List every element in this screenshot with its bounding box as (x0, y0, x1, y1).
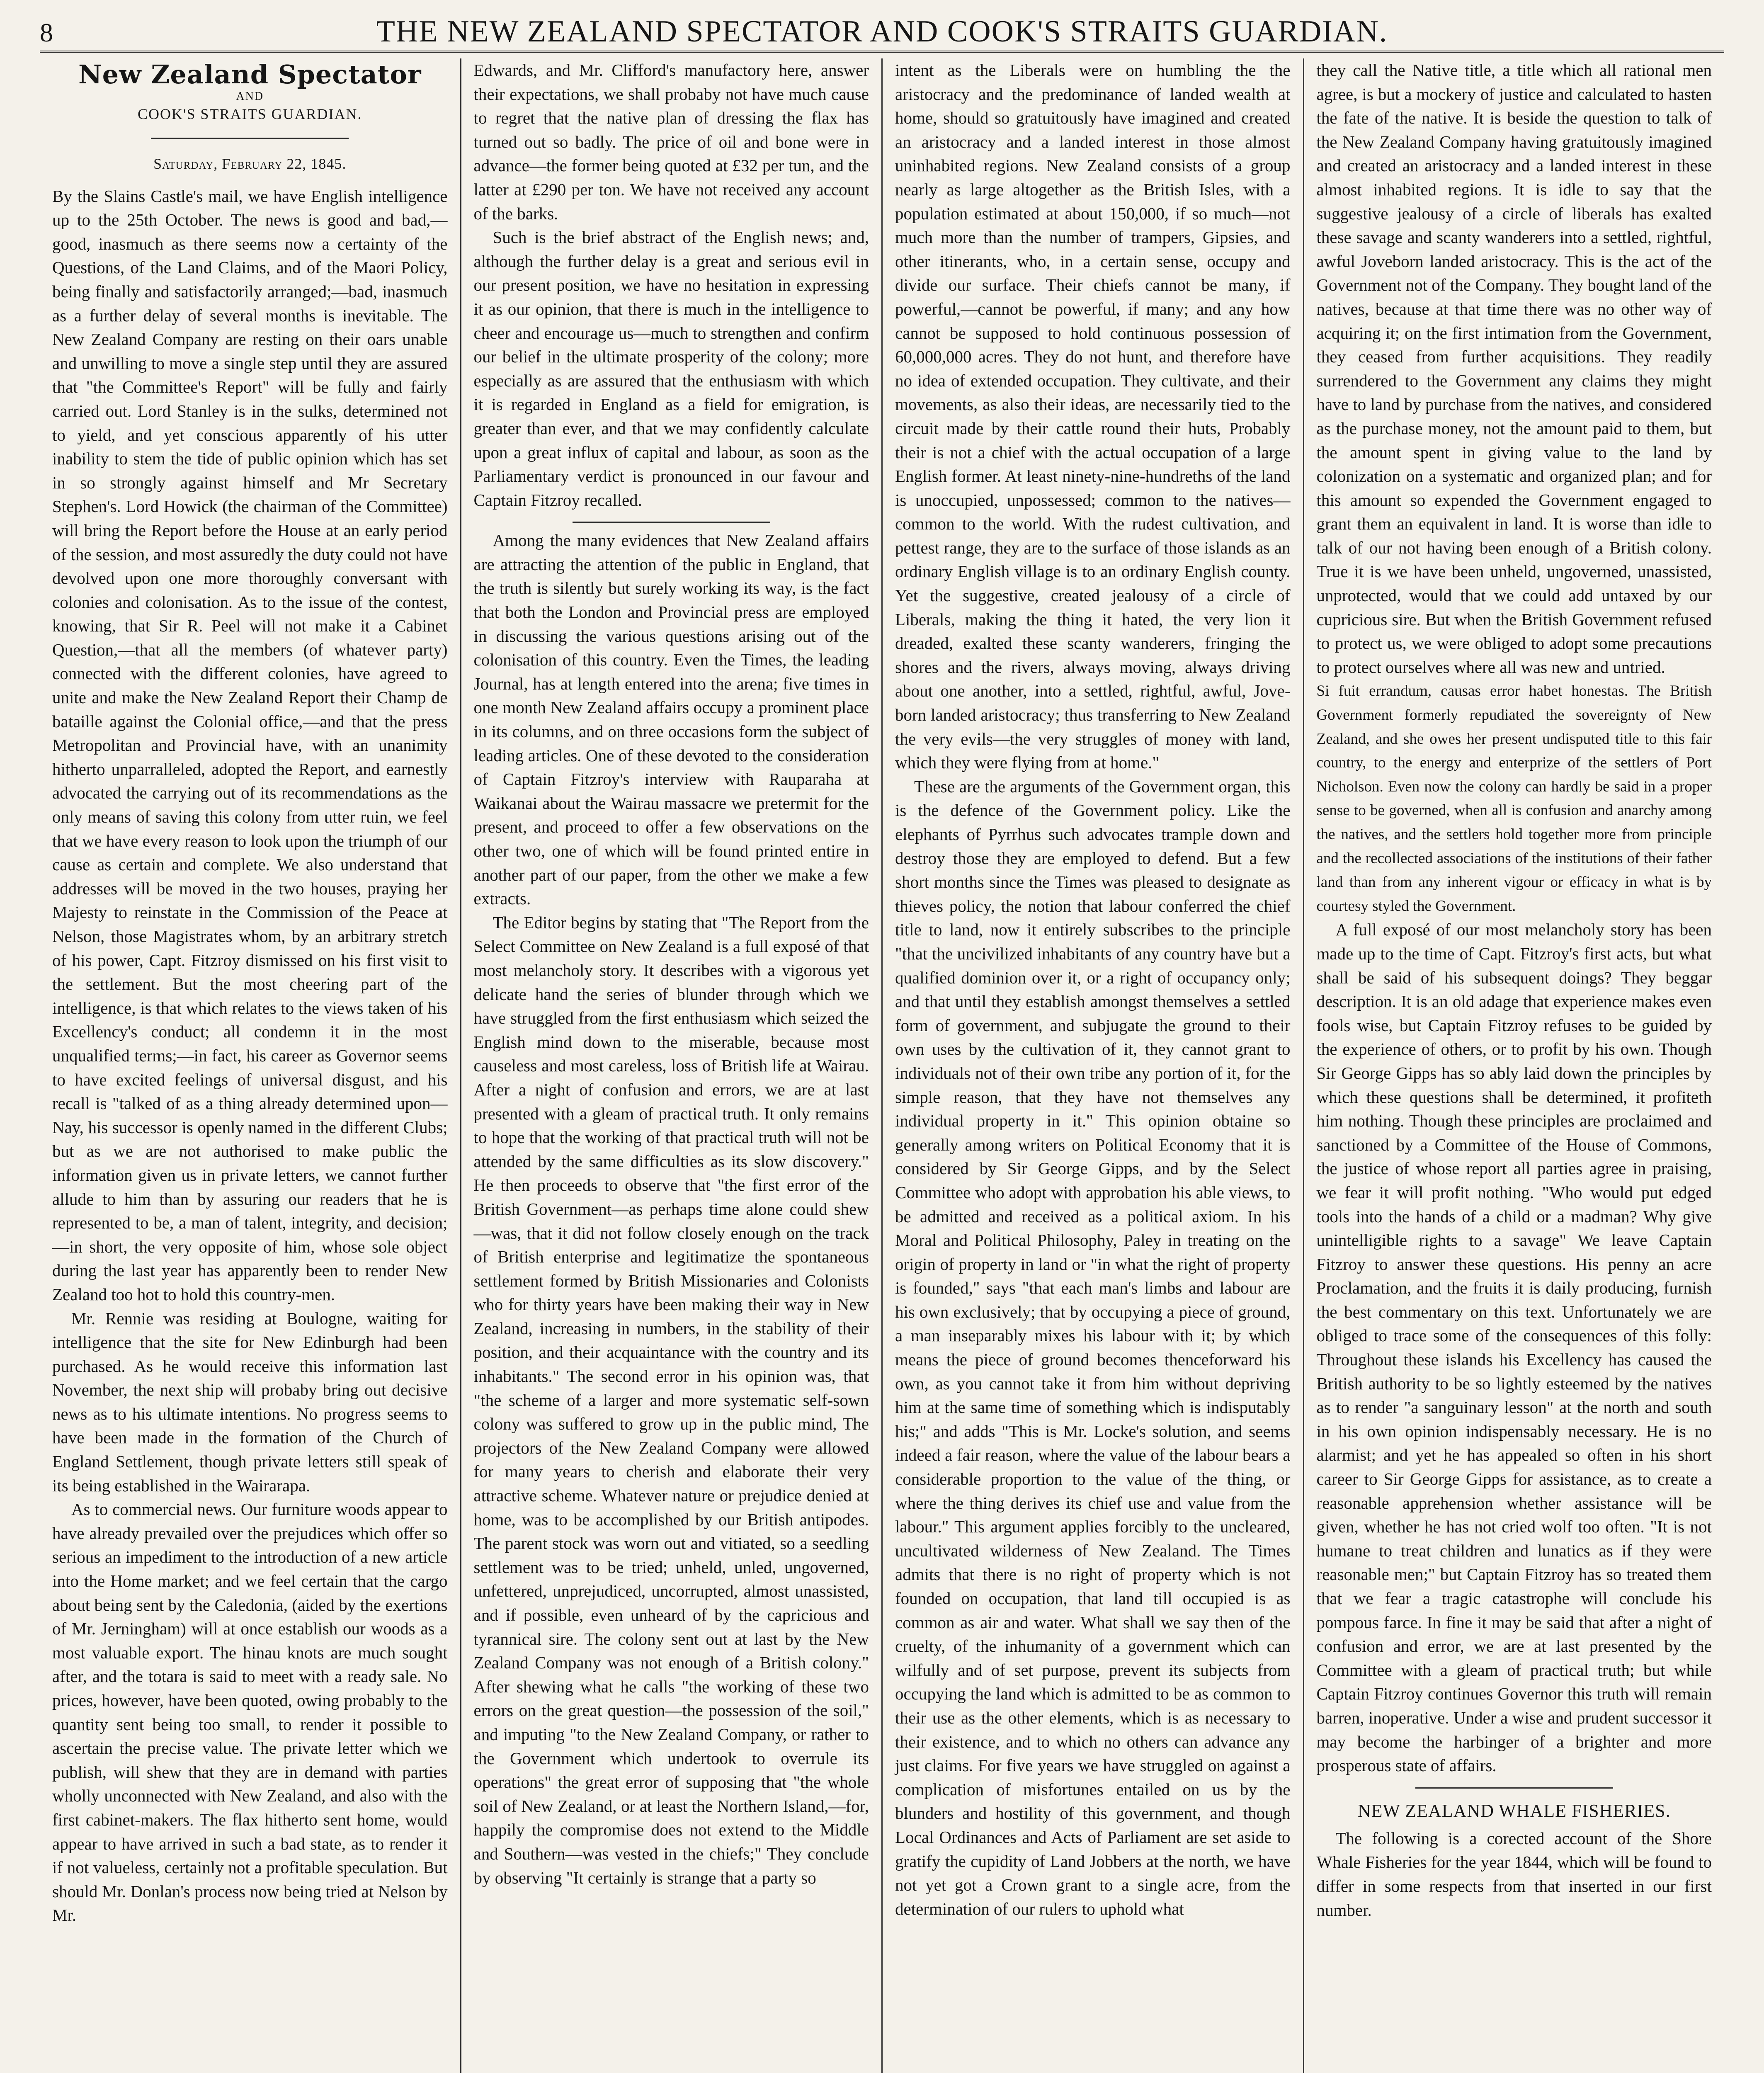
paragraph: Si fuit errandum, causas error habet honestas. The British Government formerly repudiated the sovereignty of New Zealand, and she owes her present undisputed title to this fair country, to the energy and enterprize of the settlers of Port Nicholson. Even now the colony can hardly be said in a proper sense to be governed, when all is confusion and anarchy among the natives, and the settlers hold together more from principle and the recollected associations of the institutions of their father land than from any inherent vigour or efficacy in what is by courtesy styled the Government. (1316, 682, 1712, 915)
column-1 (40, 58, 460, 2073)
page-number: 8 (40, 18, 53, 47)
rule-divider (474, 512, 869, 529)
rule-divider (52, 128, 448, 145)
paragraph: The Editor begins by stating that "The Report from the Select Committee on New Zealand is a full exposé of that most melancholy story. It describes with a vigorous yet delicate hand the series of blunder through which we have struggled from the first enthusiasm which seized the English mind down to the miserable, because most causeless and most careless, loss of British life at Wairau. After a night of confusion and errors, we are at last presented with a gleam of practical truth. It only remains to hope that the working of that practical truth will not be attended by the same difficulties as its slow discovery." He then proceeds to observe that "the first error of the British Government—as perhaps time alone could shew—was, that it did not follow closely enough on the track of British enterprise and legitimatize the spontaneous settlement formed by British Missionaries and Colonists who for thirty years have been making their way in New Zealand, increasing in numbers, in the stability of their position, and their acquaintance with the country and its inhabitants." The second error in his opinion was, that "the scheme of a larger and more systematic self-sown colony was suffered to grow up in the public mind, The projectors of the New Zealand Company were allowed for many years to cherish and elaborate their very attractive scheme. Whatever nature or prejudice denied at home, was to be accomplished by our British antipodes. The parent stock was worn out and vitiated, so a seedling settlement was to be tried; unheld, unled, ungoverned, unfettered, unprejudiced, uncorrupted, almost unassisted, and if possible, even unheard of by the capricious and tyrannical sire. The colony sent out at last by the New Zealand Company was not enough of a British colony." After shewing what he calls "the working of these two errors on the great question—the possession of the soil," and imputing "to the New Zealand Company, or rather to the Government which undertook to overrule its operations" the great error of supposing that "the whole soil of New Zealand, or at least the Northern Island,—for, happily the compromise does not extend to the Middle and Southern—was vested in the chiefs;" They conclude by observing "It certainly is strange that a party so (473, 913, 869, 1887)
paragraph: As to commercial news. Our furniture woods appear to have already prevailed over the prejudices which offer so serious an impediment to the introduction of a new article into the Home market; and we feel certain that the cargo about being sent by the Caledonia, (aided by the exertions of Mr. Jerningham) will at once establish our woods as a most valuable export. The hinau knots are much sought after, and the totara is said to meet with a ready sale. No prices, however, have been quoted, owing probably to the quantity sent being too small, to render it possible to ascertain the precise value. The private letter which we publish, will shew that they are in demand with parties wholly unconnected with New Zealand, and also with the first cabinet-makers. The flax hitherto sent home, would appear to have arrived in such a bad state, as to render it if not valueless, certainly not a profitable speculation. But should Mr. Donlan's process now being tried at Nelson by Mr. (52, 1500, 448, 1925)
nameplate-subtitle: COOK'S STRAITS GUARDIAN. (137, 106, 362, 122)
column-3 (881, 58, 1303, 2073)
rule-divider (1317, 1778, 1712, 1794)
running-head (40, 14, 1724, 53)
article-columns (40, 58, 1724, 2073)
nameplate (52, 60, 448, 124)
column-4 (1303, 58, 1725, 2073)
paragraph: intent as the Liberals were on humbling the the aristocracy and the predominance of landed wealth at home, should so gratuitously have imagined and created an aristocracy and a landed interest in those almost uninhabited regions. New Zealand consists of a group nearly as large altogether as the British Isles, with a population estimated at about 150,000, if so much—not much more than the number of trampers, Gipsies, and other itinerants, who, in a certain sense, occupy and divide our surface. Their chiefs cannot be many, if powerful,—cannot be powerful, if many; and any how cannot be supposed to hold continuous possession of 60,000,000 acres. They do not hunt, and therefore have no idea of extended occupation. They cultivate, and their movements, as also their ideas, are necessarily tied to the circuit made by their cattle round their huts, Probably their is not a chief with the actual occupation of a large English former. At least ninety-nine-hundreths of the land is unoccupied, unpossessed; common to the natives—common to the world. With the rudest cultivation, and pettest range, they are to the surface of those islands as an ordinary English village is to an ordinary English county. Yet the suggestive, created jealousy of a circle of Liberals, making the thing it hated, the very lion it dreaded, exalted these scanty wanderers, fringing the shores and the rivers, always moving, always driving about one another, into a settled, rightful, awful, Jove-born landed aristocracy; thus transferring to New Zealand the very evils—the very struggles of money with land, which they were flying from at home." (895, 61, 1291, 772)
paragraph: Such is the brief abstract of the English news; and, although the further delay is a great and serious evil in our present position, we have no hesitation in expressing it as our opinion, that there is much in the intelligence to cheer and encourage us—much to strengthen and confirm our belief in the ultimate prosperity of the colony; more especially as are assured that the enthusiasm with which it is regarded in England as a field for emigration, is greater than ever, and that we may confidently calculate upon a great influx of capital and labour, as soon as the Parliamentary verdict is pronounced in our favour and Captain Fitzroy recalled. (473, 228, 869, 510)
running-title: THE NEW ZEALAND SPECTATOR AND COOK'S STRAITS GUARDIAN. (376, 15, 1388, 49)
dateline: Saturday, February 22, 1845. (153, 155, 347, 172)
nameplate-and: AND (236, 90, 264, 103)
paragraph: Among the many evidences that New Zealand affairs are attracting the attention of the public in England, that the truth is silently but surely working its way, is the fact that both the London and Provincial press are employed in discussing the various questions arising out of the colonisation of this country. Even the Times, the leading Journal, has at length entered into the arena; five times in one month New Zealand affairs occupy a prominent place in its columns, and on three occasions form the subject of leading articles. One of these devoted to the consideration of Captain Fitzroy's interview with Rauparaha at Waikanai about the Wairau massacre we pretermit for the present, and proceed to offer a few observations on the other two, one of which will be found printed entire in another part of our paper, from the other we make a few extracts. (473, 531, 869, 908)
paragraph: A full exposé of our most melancholy story has been made up to the time of Capt. Fitzroy's first acts, but what shall be said of his subsequent doings? They beggar description. It is an old adage that experience makes even fools wise, but Captain Fitzroy refuses to be guided by the experience of others, or to profit by his own. Though Sir George Gipps has so ably laid down the principles by which these questions shall be determined, it profiteth him nothing. Though these principles are proclaimed and sanctioned by a Committee of the House of Commons, the justice of whose report all parties agree in praising, we fear it will profit nothing. "Who would put edged tools into the hands of a child or a madman? Why give unintelligible rights to a savage" We leave Captain Fitzroy to answer these questions. His penny an acre Proclamation, and the fruits it is daily producing, furnish the best commentary on this text. Unfortunately we are obliged to trace some of the consequences of this folly: Throughout these islands his Excellency has caused the British authority to be so lightly esteemed by the natives as to render "a sanguinary lesson" at the north and south in his own opinion indispensably necessary. He is no alarmist; and yet he has appealed so often in his short career to Sir George Gipps for assistance, as to create a reasonable apprehension whether assistance will be given, whether he has not cried wolf too often. "It is not humane to treat children and lunatics as if they were reasonable men;" but Captain Fitzroy has so treated them that we fear a tragic catastrophe will conclude his pompous farce. In fine it may be said that after a night of confusion and error, we are at last presented by the Committee with a gleam of practical truth; but while Captain Fitzroy continues Governor this truth will remain barren, inoperative. Under a wise and prudent successor it may become the harbinger of a brighter and more prosperous state of affairs. (1316, 920, 1712, 1775)
paragraph: they call the Native title, a title which all rational men agree, is but a mockery of justice and calculated to hasten the fate of the native. It is beside the question to talk of the New Zealand Company having gratuitously imagined and created an aristocracy and a landed interest in these almost inhabited regions. It is idle to say that the suggestive jealousy of a circle of liberals has exalted these savage and scanty wanderers into a settled, rightful, awful Joveborn landed aristocracy. This is the act of the Government not of the Company. They bought land of the natives, because at that time there was no other way of acquiring it; on the first intimation from the Government, they ceased from further acquisitions. They readily surrendered to the Government any claims they might have to land by purchase from the natives, and considered as the purchase money, not the amount paid to them, but the amount spent in giving value to the land by colonization on a systematic and organized plan; and for this amount so expended the Government engaged to grant them an equivalent in land. It is worse than idle to talk of our not having been enough of a British colony. True it is we have been unheld, ungoverned, unassisted, unprotected, would that we could add untaxed by our cupricious sire. But when the British Government refused to protect us, we were obliged to adopt some precautions to protect ourselves where all was new and untried. (1316, 61, 1712, 677)
paragraph: By the Slains Castle's mail, we have English intelligence up to the 25th October. The news is good and bad,—good, inasmuch as there seems now a certainty of the Questions, of the Land Claims, and of the Maori Policy, being finally and satisfactorily arranged;—bad, inasmuch as a further delay of several months is inevitable. The New Zealand Company are resting on their oars unable and unwilling to move a single step until they are assured that "the Committee's Report" will be fully and fairly carried out. Lord Stanley is in the sulks, determined not to yield, and yet conscious apparently of his utter inability to stem the tide of public opinion which has set in so strongly against himself and Mr Secretary Stephen's. Lord Howick (the chairman of the Committee) will bring the Report before the House at an early period of the session, and most assuredly the duty could not have devolved upon one more thoroughly conversant with colonies and colonisation. As to the issue of the contest, knowing, that Sir R. Peel will not make it a Cabinet Question,—that all the members (of whatever party) connected with the different colonies, have agreed to unite and make the New Zealand Report their Champ de bataille against the Colonial office,—and that the press Metropolitan and Provincial have, with an unanimity hitherto unparralleled, adopted the Report, and earnestly advocated the carrying out of its recommendations as the only means of saving this colony from utter ruin, we feel that we have every reason to look upon the triumph of our cause as certain and complete. We also understand that addresses will be moved in the two houses, praying her Majesty to reinstate in the Commission of the Peace at Nelson, those Magistrates whom, by an arbitrary stretch of his power, Capt. Fitzroy dismissed on his first visit to the settlement. But the most cheering part of the intelligence, is that which relates to the views taken of his Excellency's conduct; all condemn it in the most unqualified terms;—in fact, his career as Governor seems to have excited feelings of universal disgust, and his recall is "talked of as a thing already determined upon—Nay, his successor is openly named in the different Clubs; but as we are not authorised to make public the information given us in private letters, we cannot further allude to him than by assuring our readers that he is represented to be, a man of talent, integrity, and decision;—in short, the very opposite of him, whose sole object during the last year has apparently been to render New Zealand too hot to hold this country-men. (52, 186, 448, 1304)
paragraph: Mr. Rennie was residing at Boulogne, waiting for intelligence that the site for New Edinburgh had been purchased. As he would receive this information last November, the next ship will probaby bring out decisive news as to his ultimate intentions. No progress seems to have been made in the formation of the Church of England Settlement, though private letters still speak of its being established in the Wairarapa. (52, 1308, 448, 1495)
paragraph: These are the arguments of the Government organ, this is the defence of the Government policy. Like the elephants of Pyrrhus such advocates trample down and destroy those they are employed to defend. But a few short months since the Times was pleased to designate as thieves policy, the notion that labour conferred the chief title to land, now it entirely subscribes to the principle "that the uncivilized inhabitants of any country have but a qualified dominion over it, or a right of occupancy only; and that until they establish amongst themselves a settled form of government, and subjugate the ground to their own uses by the cultivation of it, they cannot grant to individuals not of their own tribe any portion of it, for the simple reason, that they have not themselves any individual property in it." This opinion obtaine so generally among writers on Political Economy that it is considered by Sir George Gipps, and by the Select Committee who adopt with approbation his able views, to be admitted and received as a political axiom. In his Moral and Political Philosophy, Paley in treating on the origin of property in land or "in what the right of property is founded," says "that each man's limbs and labour are his own exclusively; that by occupying a piece of ground, a man inseparably mixes his labour with it; by which means the piece of ground becomes thenceforward his own, as you cannot take it from him without depriving him at the same time of something which is indisputably his;" and adds "This is Mr. Locke's solution, and seems indeed a fair reason, where the value of the labour bears a considerable proportion to the value of the thing, or where the thing derives its chief use and value from the labour." This argument applies forcibly to the uncleared, uncultivated wilderness of New Zealand. The Times admits that there is no right of property which is not founded on occupation, that land till occupied is as common as air and water. What shall we say then of the cruelty, of the inhumanity of a government which can wilfully and of set purpose, prevent its subjects from occupying the land which is admitted to be as common to their use as the other elements, which is as necessary to their existence, and to which no others can advance any just claims. For five years we have struggled on against a complication of misfortunes entailed on us by the blunders and hostility of this government, and though Local Ordinances and Acts of Parliament are set aside to gratify the cupidity of Land Jobbers at the north, we have not yet got a Crown grant to a single acre, from the determination of our rulers to uphold what (895, 777, 1291, 1918)
column-2 (460, 58, 882, 2073)
paragraph: The following is a corected account of the Shore Whale Fisheries for the year 1844, which will be found to differ in some respects from that inserted in our first number. (1316, 1828, 1712, 1920)
section-heading: NEW ZEALAND WHALE FISHERIES. (1357, 1800, 1671, 1821)
paragraph: Edwards, and Mr. Clifford's manufactory here, answer their expectations, we shall probaby not have much cause to regret that the native plan of dressing the flax has turned out so badly. The price of oil and bone were in advance—the former being quoted at £32 per tun, and the latter at £290 per ton. We have not received any account of the barks. (473, 61, 869, 223)
nameplate-title: New Zealand Spectator (78, 59, 422, 90)
